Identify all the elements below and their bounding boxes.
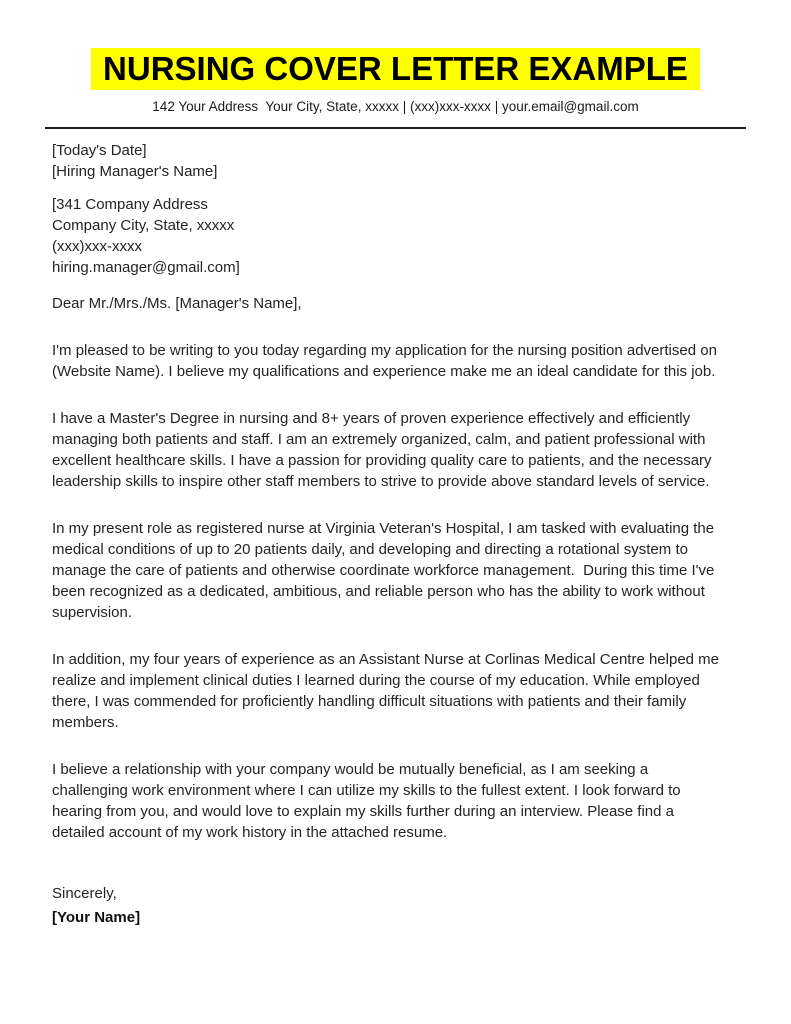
signature: [Your Name] xyxy=(52,909,141,926)
company-address-line-4: hiring.manager@gmail.com] xyxy=(52,259,240,276)
body-paragraph-5: I believe a relationship with your company would be mutually beneficial, as I am seeking a challenging work environment where I can utilize my skills to the fullest extent. I look forward to hearing from you, and would love to explain my skills further during an interview. Please find a detailed account of my work history in the attached resume. xyxy=(52,761,685,841)
body-paragraph-3: In my present role as registered nurse at Virginia Veteran's Hospital, I am tasked with evaluating the medical conditions of up to 20 patients daily, and developing and directing a rotational system to manage the care of patients and otherwise coordinate workforce management. During this time I've been recognized as a dedicated, ambitious, and reliable person who has the ability to work without supervision. xyxy=(52,520,719,621)
page-title-row xyxy=(0,48,791,90)
date-line: [Today's Date] xyxy=(52,142,147,159)
company-address-line-2: Company City, State, xxxxx xyxy=(52,217,235,234)
salutation: Dear Mr./Mrs./Ms. [Manager's Name], xyxy=(52,295,302,312)
body-paragraph-1: I'm pleased to be writing to you today regarding my application for the nursing position advertised on (Website Name). I believe my qualifications and experience make me an ideal candidate for this job. xyxy=(52,342,722,380)
company-address-line-1: [341 Company Address xyxy=(52,196,208,213)
letter-body xyxy=(52,140,724,928)
hiring-manager-line: [Hiring Manager's Name] xyxy=(52,163,218,180)
body-paragraph-2: I have a Master's Degree in nursing and 8+ years of proven experience effectively and efficiently managing both patients and staff. I am an extremely organized, calm, and patient professional with excellent healthcare skills. I have a passion for providing quality care to patients, and the necessary leadership skills to inspire other staff members to strive to provide above standard levels of service. xyxy=(52,410,716,490)
company-address-line-3: (xxx)xxx-xxxx xyxy=(52,238,142,255)
body-paragraph-4: In addition, my four years of experience as an Assistant Nurse at Corlinas Medical Centre helped me realize and implement clinical duties I learned during the course of my education. While employed there, I was commended for proficiently handling difficult situations with patients and their family members. xyxy=(52,651,724,731)
company-address-block xyxy=(52,194,719,278)
contact-line: 142 Your Address Your City, State, xxxxx | (xxx)xxx-xxxx | your.email@gmail.com xyxy=(152,99,639,114)
letter-header xyxy=(0,0,791,129)
page-title: NURSING COVER LETTER EXAMPLE xyxy=(91,48,700,90)
closing: Sincerely, xyxy=(52,885,117,902)
header-divider xyxy=(45,127,746,129)
